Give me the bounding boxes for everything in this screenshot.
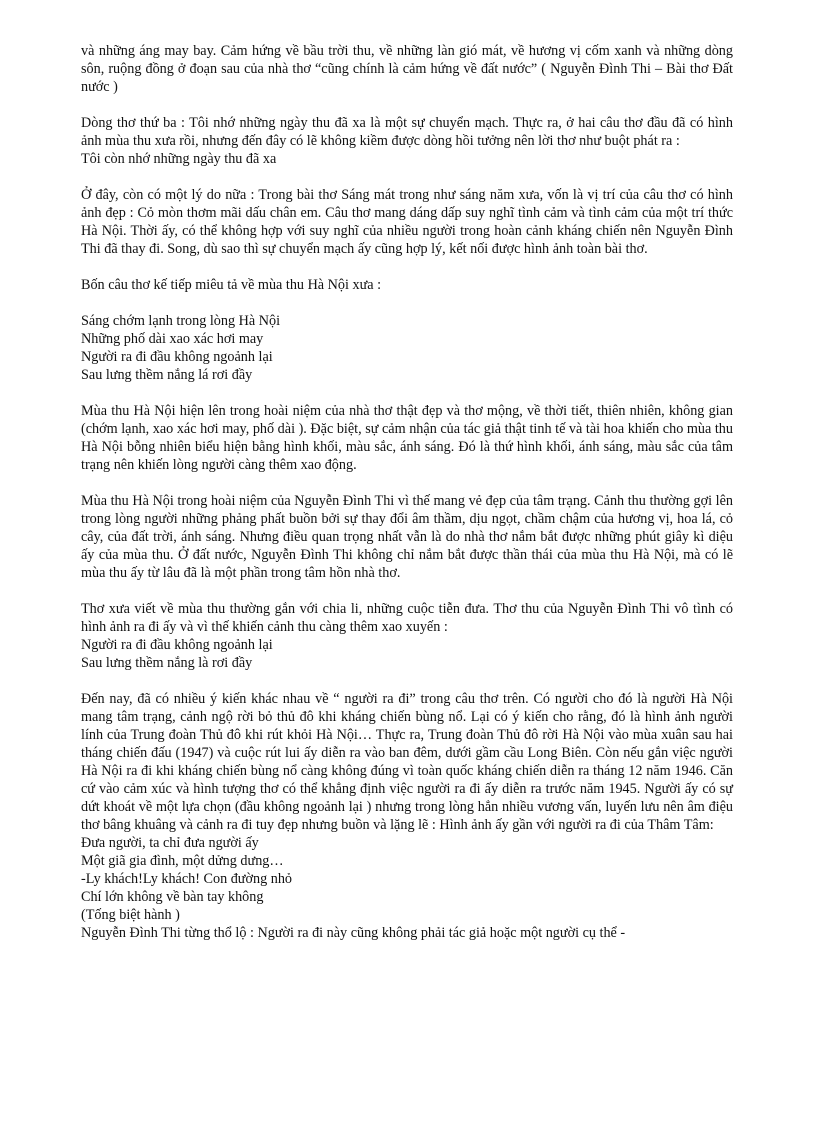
paragraph-spacer [81,384,733,402]
verse-line: -Ly khách!Ly khách! Con đường nhỏ [81,871,293,887]
verse-line: Một giã gia đình, một dửng dưng… [81,853,284,869]
verse-line: Người ra đi đầu không ngoảnh lại [81,637,273,653]
verse-line: (Tống biệt hành ) [81,907,180,923]
verse-line: Đưa người, ta chỉ đưa người ấy [81,835,259,851]
paragraph-spacer [81,582,733,600]
body-paragraph: Ở đây, còn có một lý do nữa : Trong bài thơ Sáng mát trong như sáng năm xưa, vốn là vị trí của câu thơ có hình ảnh đẹp : Cỏ mòn thơm mãi dấu chân em. Câu thơ mang dáng dấp suy nghĩ tình cảm và tình cảm của một trí thức Hà Nội. Thời ấy, có thể không hợp với suy nghĩ của nhiều người trong hoàn cảnh kháng chiến nên Nguyễn Đình Thi đã thay đi. Song, dù sao thì sự chuyển mạch ấy cũng hợp lý, kết nối được hình ảnh toàn bài thơ. [81,187,733,257]
body-paragraph: Thơ xưa viết về mùa thu thường gắn với chia li, những cuộc tiễn đưa. Thơ thu của Nguyễn Đình Thi vô tình có hình ảnh ra đi ấy và vì thế khiến cảnh thu càng thêm xao xuyến : [81,601,733,635]
body-paragraph: Mùa thu Hà Nội hiện lên trong hoài niệm của nhà thơ thật đẹp và thơ mộng, về thời tiết, thiên nhiên, không gian (chớm lạnh, xao xác hơi may, phố dài ). Đặc biệt, sự cảm nhận của tác giả thật tinh tế và tài hoa khiến cho mùa thu Hà Nội bỗng nhiên biểu hiện bằng hình khối, màu sắc, ánh sáng. Đó là thứ hình khối, ánh sáng, màu sắc của tâm trạng nên khiến lòng người càng thêm xao động. [81,403,733,473]
paragraph-spacer [81,474,733,492]
paragraph-spacer [81,96,733,114]
verse-line: Người ra đi đầu không ngoảnh lại [81,349,273,365]
paragraph-spacer [81,258,733,276]
paragraph-spacer [81,672,733,690]
paragraph-spacer [81,168,733,186]
document-body [81,42,733,942]
verse-line: Chí lớn không về bàn tay không [81,889,264,905]
body-paragraph: Bốn câu thơ kế tiếp miêu tả về mùa thu Hà Nội xưa : [81,277,382,293]
verse-line: Những phố dài xao xác hơi may [81,331,264,347]
body-paragraph: Đến nay, đã có nhiều ý kiến khác nhau về “ người ra đi” trong câu thơ trên. Có người cho đó là người Hà Nội mang tâm trạng, cảnh ngộ rời bỏ thủ đô khi kháng chiến bùng nổ. Lại có ý kiến cho rằng, đó là hình ảnh người lính của Trung đoàn Thủ đô khi rút khỏi Hà Nội… Thực ra, Trung đoàn Thủ đô rời Hà Nội vào mùa xuân sau hai tháng chiến đấu (1947) và cuộc rút lui ấy diễn ra vào ban đêm, dưới gầm cầu Long Biên. Còn nếu gắn việc người Hà Nội ra đi khi kháng chiến bùng nổ càng không đúng vì toàn quốc kháng chiến diễn ra tháng 12 năm 1946. Căn cứ vào cảm xúc và hình tượng thơ có thể khẳng định việc người ra đi ấy diễn ra trước năm 1945. Người ấy có sự dứt khoát về một lựa chọn (đầu không ngoảnh lại ) nhưng trong lòng hẳn nhiều vương vấn, luyến lưu nên âm điệu thơ bâng khuâng và cảnh ra đi tuy đẹp nhưng buồn và lặng lẽ : Hình ảnh ấy gần với người ra đi của Thâm Tâm: [81,691,733,833]
verse-line: Nguyễn Đình Thi từng thổ lộ : Người ra đi này cũng không phải tác giả hoặc một người cụ thể - [81,925,626,941]
paragraph-spacer [81,294,733,312]
verse-line: Sau lưng thềm nắng là rơi đầy [81,655,253,671]
body-paragraph: và những áng may bay. Cảm hứng về bầu trời thu, về những làn gió mát, về hương vị cốm xanh và những dòng sôn, ruộng đồng ở đoạn sau của nhà thơ “cũng chính là cảm hứng về đất nước” ( Nguyễn Đình Thi – Bài thơ Đất nước ) [81,43,733,95]
verse-line: Sáng chớm lạnh trong lòng Hà Nội [81,313,281,329]
verse-line: Sau lưng thềm nắng lá rơi đầy [81,367,253,383]
body-paragraph: Mùa thu Hà Nội trong hoài niệm của Nguyễn Đình Thi vì thế mang vẻ đẹp của tâm trạng. Cảnh thu thường gợi lên trong lòng người những phảng phất buồn bởi sự thay đổi âm thầm, dịu ngọt, chầm chậm của hương vị, hoa lá, cỏ cây, của đất trời, ánh sáng. Nhưng điều quan trọng nhất vẫn là do nhà thơ nắm bắt được những phút giây kì diệu ấy của mùa thu. Ở đất nước, Nguyễn Đình Thi không chỉ nắm bắt được thần thái của mùa thu Hà Nội, mà có lẽ mùa thu ấy từ lâu đã là một phần trong tâm hồn nhà thơ. [81,493,733,581]
verse-line: Tôi còn nhớ những ngày thu đã xa [81,151,277,167]
body-paragraph: Dòng thơ thứ ba : Tôi nhớ những ngày thu đã xa là một sự chuyển mạch. Thực ra, ở hai câu thơ đầu đã có hình ảnh mùa thu xưa rồi, nhưng đến đây có lẽ không kiềm được dòng hồi tưởng nên lời thơ như buột phát ra : [81,115,733,149]
